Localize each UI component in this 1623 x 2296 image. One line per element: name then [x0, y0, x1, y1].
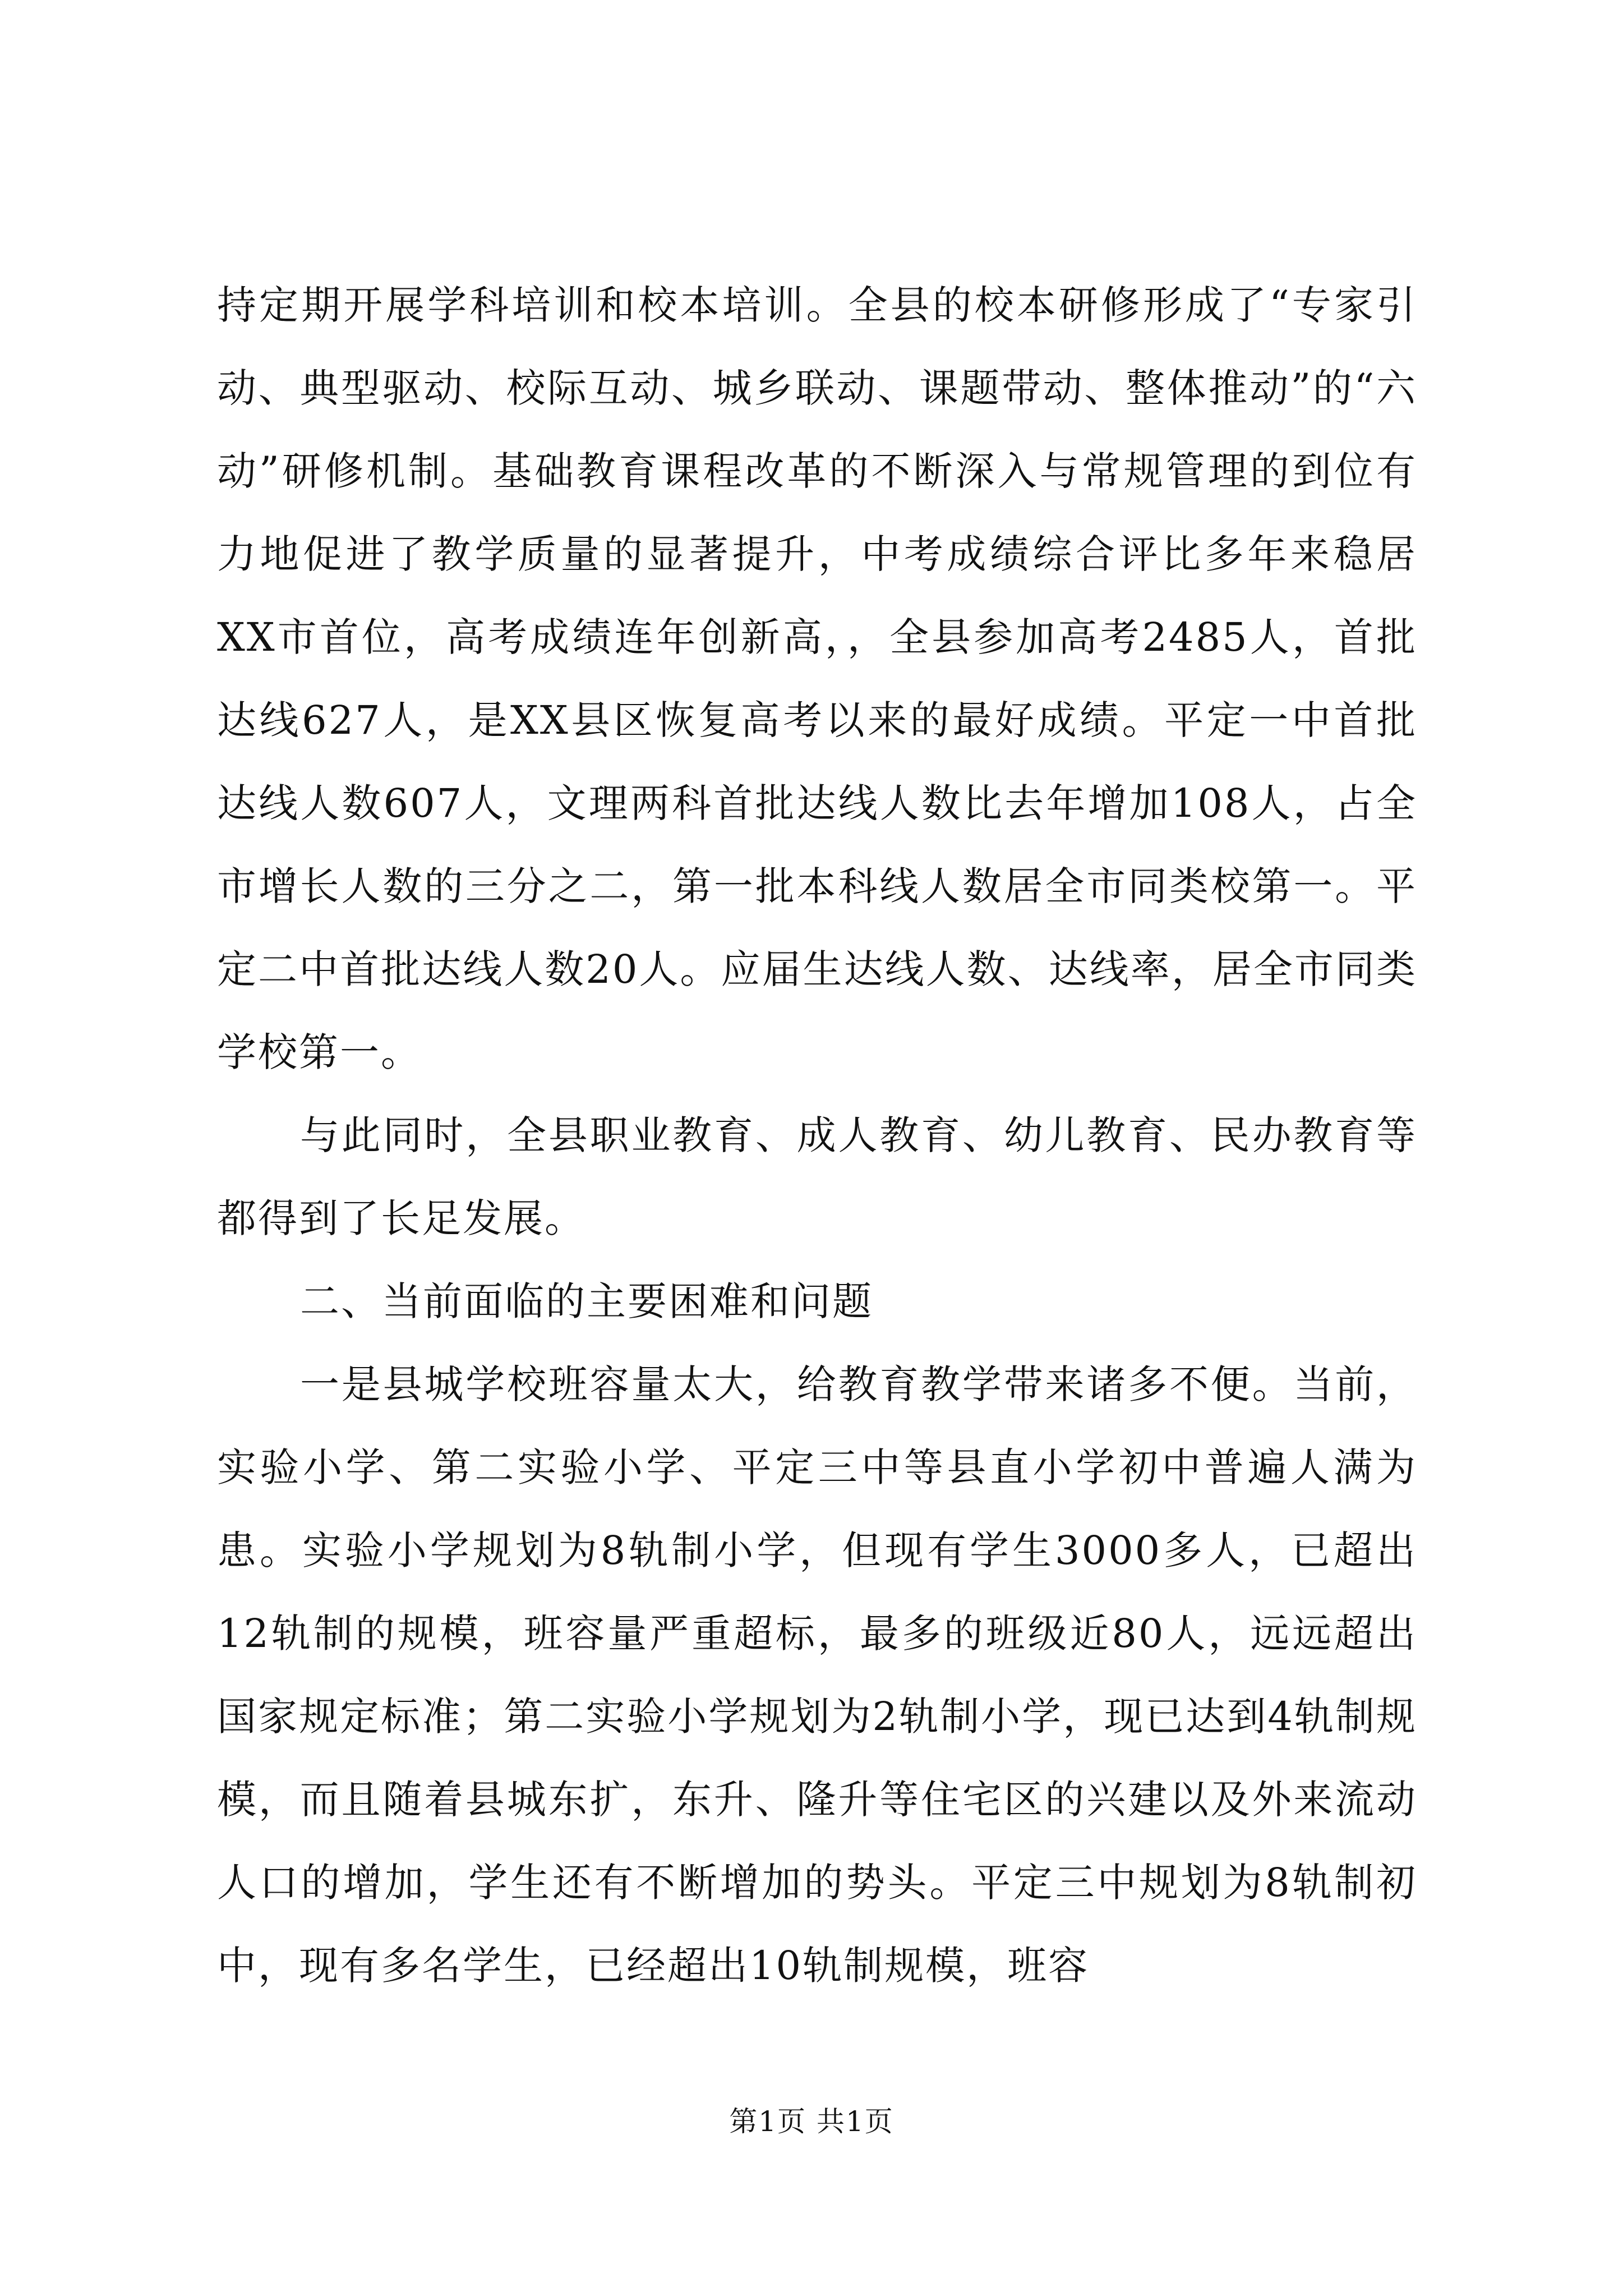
page-footer: 第1页 共1页 — [729, 2105, 894, 2138]
paragraph-continued: 持定期开展学科培训和校本培训。全县的校本研修形成了“专家引动、典型驱动、校际互动、城乡联动、课题带动、整体推动”的“六动”研修机制。基础教育课程改革的不断深入与常规管理的到位有力地促进了教学质量的显著提升，中考成绩综合评比多年来稳居XX市首位，高考成绩连年创新高，，全县参加高考2485人，首批达线627人，是XX县区恢复高考以来的最好成绩。平定一中首批达线人数607人，文理两科首批达线人数比去年增加108人，占全市增长人数的三分之二，第一批本科线人数居全市同类校第一。平定二中首批达线人数20人。应届生达线人数、达线率，居全市同类学校第一。 — [217, 282, 1417, 1075]
paragraph-problems: 一是县城学校班容量太大，给教育教学带来诸多不便。当前，实验小学、第二实验小学、平定三中等县直小学初中普遍人满为患。实验小学规划为8轨制小学，但现有学生3000多人，已超出12轨制的规模，班容量严重超标，最多的班级近80人，远远超出国家规定标准；第二实验小学规划为2轨制小学，现已达到4轨制规模，而且随着县城东扩，东升、隆升等住宅区的兴建以及外来流动人口的增加，学生还有不断增加的势头。平定三中规划为8轨制初中，现有多名学生，已经超出10轨制规模，班容 — [217, 1361, 1417, 1989]
document-body — [217, 264, 1417, 2007]
paragraph-development: 与此同时，全县职业教育、成人教育、幼儿教育、民办教育等都得到了长足发展。 — [217, 1112, 1417, 1241]
section-heading: 二、当前面临的主要困难和问题 — [300, 1278, 873, 1324]
